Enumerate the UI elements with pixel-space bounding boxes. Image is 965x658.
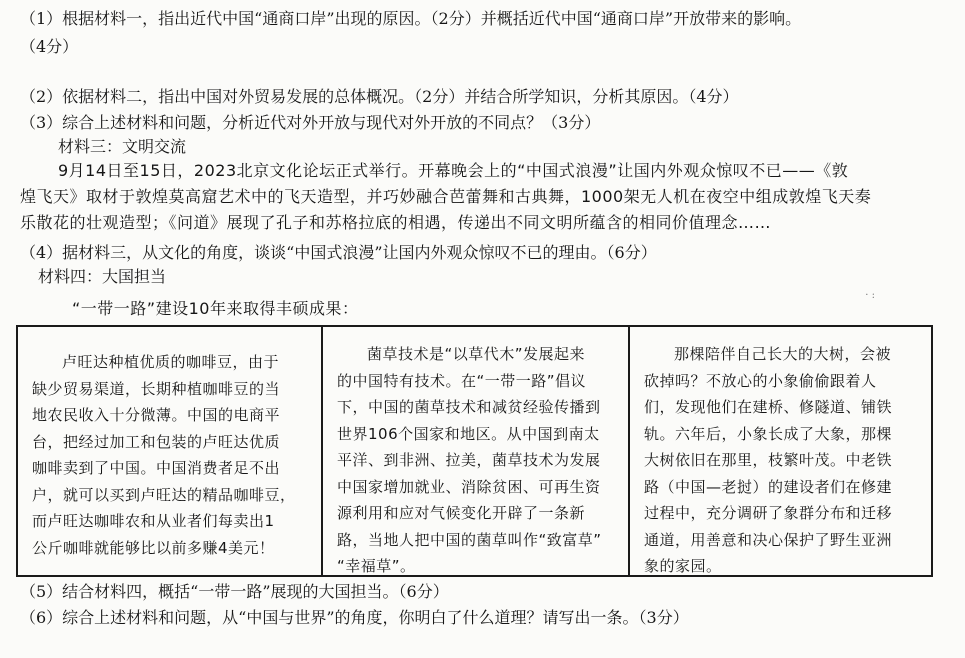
question-1-line-2: （4分） — [20, 37, 79, 56]
cell-line: 咖啡卖到了中国。中国消费者足不出 — [32, 459, 281, 477]
achievement-cell-railway — [630, 327, 931, 575]
cell-line: 通道，用善意和决心保护了野生亚洲 — [644, 530, 893, 549]
cell-line: 源利用和应对气候变化开辟了一条新 — [337, 504, 586, 522]
material-3-text-line-3: 乐散花的壮观造型；《问道》展现了孔子和苏格拉底的相遇，传递出不同文明所蕴含的相同价值理念…… — [20, 213, 772, 232]
achievement-cell-juncao — [323, 327, 630, 575]
cell-line: 世界106个国家和地区。从中国到南太 — [337, 424, 600, 443]
question-1-line-1: （1）根据材料一，指出近代中国“通商口岸”出现的原因。（2分）并概括近代中国“通商口岸”开放带来的影响。 — [20, 9, 802, 28]
cell-line: 轨。六年后，小象长成了大象，那棵 — [644, 424, 893, 443]
cell-line: 地农民收入十分微薄。中国的电商平 — [32, 406, 281, 424]
cell-line: 大树依旧在那里，枝繁叶茂。中老铁 — [644, 451, 893, 469]
material-3-heading: 材料三：文明交流 — [58, 137, 187, 156]
cell-line: 下，中国的菌草技术和减贫经验传播到 — [337, 398, 601, 416]
question-4: （4）据材料三，从文化的角度，谈谈“中国式浪漫”让国内外观众惊叹不已的理由。（6分） — [20, 243, 657, 262]
cell-line: 公斤咖啡就能够比以前多赚4美元！ — [32, 538, 275, 557]
question-3: （3）综合上述材料和问题，分析近代对外开放与现代对外开放的不同点？（3分） — [20, 113, 601, 132]
cell-line: 象的家园。 — [644, 557, 722, 575]
cell-line: “幸福草”。 — [337, 557, 416, 575]
material-3-text-line-1: 9月14日至15日，2023北京文化论坛正式举行。开幕晚会上的“中国式浪漫”让国内外观众惊叹不已——《敦 — [58, 161, 849, 180]
cell-line: 的中国特有技术。在“一带一路”倡议 — [337, 371, 587, 390]
question-5: （5）结合材料四，概括“一带一路”展现的大国担当。（6分） — [20, 582, 449, 601]
cell-line: 缺少贸易渠道，长期种植咖啡豆的当 — [32, 379, 281, 398]
question-2: （2）依据材料二，指出中国对外贸易发展的总体概况。（2分）并结合所学知识，分析其原因。（4分） — [20, 87, 739, 106]
question-6: （6）综合上述材料和问题，从“中国与世界”的角度，你明白了什么道理？请写出一条。（3分） — [20, 608, 689, 627]
material-4-heading: 材料四：大国担当 — [38, 267, 167, 286]
cell-line: 菌草技术是“以草代木”发展起来 — [367, 345, 586, 363]
scan-speck: · : — [865, 290, 875, 301]
cell-line: 平洋、到非洲、拉美，菌草技术为发展 — [337, 451, 601, 469]
cell-line: 卢旺达种植优质的咖啡豆，由于 — [62, 353, 280, 371]
cell-line: 而卢旺达咖啡农和从业者们每卖出1 — [32, 512, 275, 530]
achievements-table — [16, 325, 933, 577]
material-3-text-line-2: 煌飞天》取材于敦煌莫高窟艺术中的飞天造型，并巧妙融合芭蕾舞和古典舞，1000架无人机在夜空中组成敦煌飞天奏 — [20, 187, 872, 206]
cell-line: 砍掉吗？不放心的小象偷偷跟着人 — [644, 371, 877, 390]
cell-line: 那棵陪伴自己长大的大树，会被 — [674, 345, 892, 363]
cell-line: 户，就可以买到卢旺达的精品咖啡豆， — [32, 485, 296, 504]
cell-line: 台，把经过加工和包装的卢旺达优质 — [32, 432, 281, 451]
cell-line: 中国家增加就业、消除贫困、可再生资 — [337, 477, 601, 496]
cell-line: 们，发现他们在建桥、修隧道、铺铁 — [644, 398, 893, 416]
achievement-cell-coffee — [18, 327, 323, 575]
material-4-intro: “一带一路”建设10年来取得丰硕成果： — [72, 299, 359, 318]
cell-line: 路（中国—老挝）的建设者们在修建 — [644, 477, 893, 496]
cell-line: 路，当地人把中国的菌草叫作“致富草” — [337, 530, 602, 549]
cell-line: 过程中，充分调研了象群分布和迁移 — [644, 504, 893, 522]
